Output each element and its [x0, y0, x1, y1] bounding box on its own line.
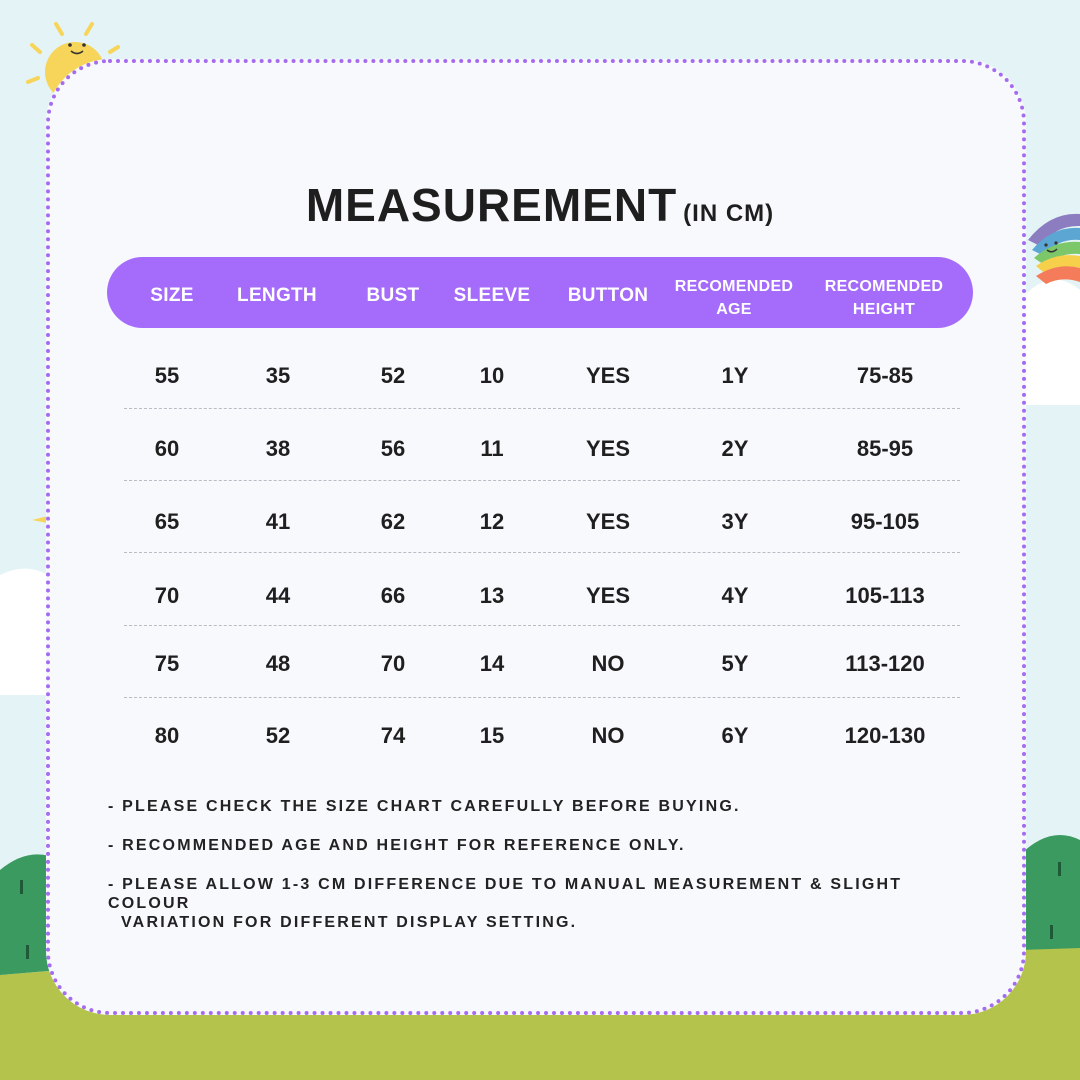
cell-age: 3Y — [721, 509, 749, 534]
header-length: LENGTH — [237, 285, 317, 306]
cell-bust: 66 — [380, 583, 406, 608]
cell-height: 120-130 — [844, 723, 926, 748]
note-item: - RECOMMENDED AGE AND HEIGHT FOR REFERENCE ONLY. — [108, 837, 686, 854]
table-row — [0, 501, 1080, 541]
header-bust: BUST — [366, 285, 420, 306]
cell-height: 105-113 — [845, 583, 925, 608]
cell-size: 55 — [154, 363, 180, 388]
cell-length: 38 — [265, 436, 291, 461]
header-recommended-height: RECOMENDED HEIGHT — [824, 278, 944, 318]
cell-bust: 74 — [380, 723, 406, 748]
row-divider — [124, 408, 960, 409]
header-sleeve: SLEEVE — [453, 285, 531, 306]
cell-button: YES — [585, 363, 631, 388]
header-size: SIZE — [150, 285, 194, 306]
cell-length: 41 — [265, 509, 291, 534]
cell-length: 52 — [265, 723, 291, 748]
cell-button: YES — [585, 509, 631, 534]
cell-size: 75 — [154, 651, 180, 676]
row-divider — [124, 625, 960, 626]
cell-age: 5Y — [721, 651, 749, 676]
cell-age: 6Y — [721, 723, 749, 748]
cell-length: 48 — [265, 651, 291, 676]
table-row — [0, 575, 1080, 615]
cell-size: 80 — [154, 723, 180, 748]
cell-sleeve: 13 — [479, 583, 505, 608]
cell-size: 60 — [154, 436, 180, 461]
cell-sleeve: 12 — [479, 509, 505, 534]
cell-button: NO — [591, 723, 625, 748]
table-row — [0, 643, 1080, 683]
cell-age: 2Y — [721, 436, 749, 461]
row-divider — [124, 697, 960, 698]
cell-sleeve: 14 — [479, 651, 505, 676]
header-recommended-age: RECOMENDED AGE — [674, 278, 794, 318]
cell-length: 35 — [265, 363, 291, 388]
cell-height: 95-105 — [850, 509, 920, 534]
header-button: BUTTON — [567, 285, 649, 306]
cell-height: 75-85 — [856, 363, 914, 388]
cell-height: 113-120 — [845, 651, 925, 676]
cell-bust: 52 — [380, 363, 406, 388]
cell-size: 65 — [154, 509, 180, 534]
note-item: - PLEASE CHECK THE SIZE CHART CAREFULLY BEFORE BUYING. — [108, 798, 741, 815]
cell-age: 1Y — [721, 363, 749, 388]
cell-bust: 62 — [380, 509, 406, 534]
page-title — [0, 178, 1080, 232]
row-divider — [124, 552, 960, 553]
row-divider — [124, 480, 960, 481]
notes-list — [108, 797, 988, 952]
table-header — [107, 257, 973, 328]
table-row — [0, 355, 1080, 395]
title-main: MEASUREMENT — [305, 179, 678, 231]
table-row — [0, 715, 1080, 755]
cell-sleeve: 15 — [479, 723, 505, 748]
cell-sleeve: 11 — [480, 436, 504, 461]
cell-bust: 56 — [380, 436, 406, 461]
cell-button: YES — [585, 583, 631, 608]
table-row — [0, 428, 1080, 468]
cell-sleeve: 10 — [479, 363, 505, 388]
cell-length: 44 — [265, 583, 291, 608]
cell-height: 85-95 — [856, 436, 914, 461]
cell-bust: 70 — [380, 651, 406, 676]
title-unit: (IN CM) — [683, 200, 775, 227]
cell-button: NO — [591, 651, 625, 676]
cell-button: YES — [585, 436, 631, 461]
cell-size: 70 — [154, 583, 180, 608]
cell-age: 4Y — [721, 583, 749, 608]
note-item: - PLEASE ALLOW 1-3 CM DIFFERENCE DUE TO MANUAL MEASUREMENT & SLIGHT COLOUR VARIATION FOR DIFFERENT DISPLAY SETTING. — [108, 876, 903, 931]
